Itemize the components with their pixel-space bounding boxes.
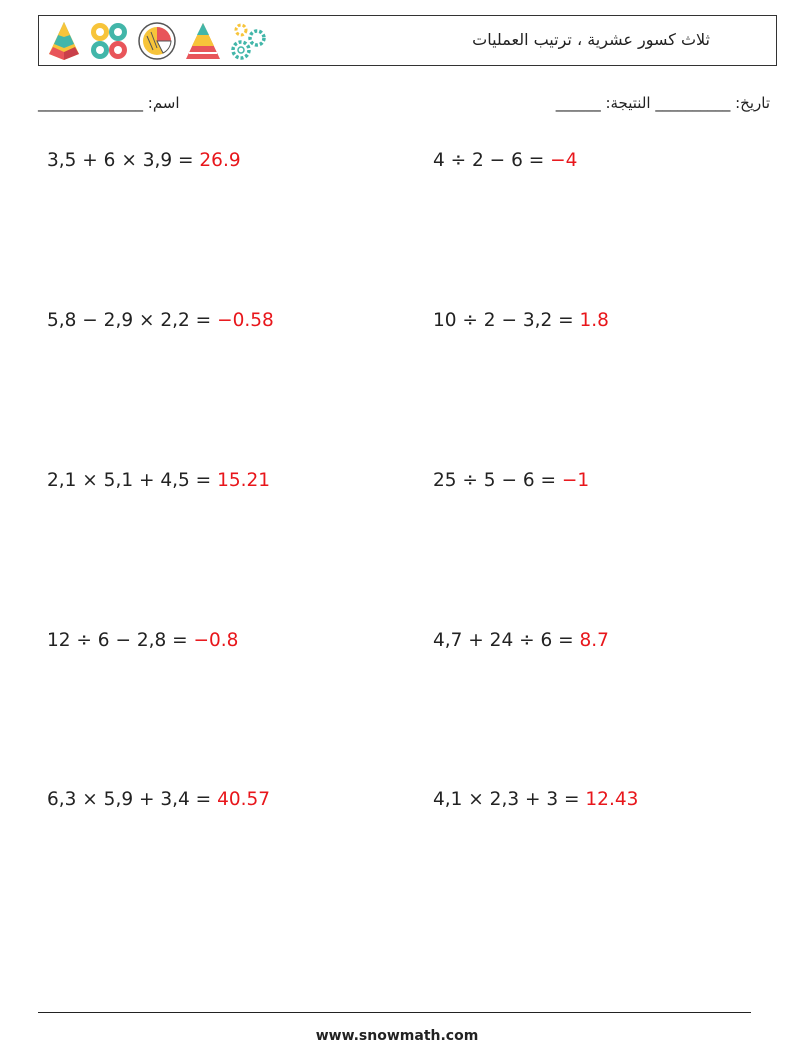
problem-9 [47,789,270,810]
problem-answer: 1.8 [579,310,609,331]
pyramid-logo-icon [45,20,83,62]
problem-5 [47,470,270,491]
gears-logo-icon [229,20,269,62]
problem-4 [433,310,609,331]
problem-answer: −0.8 [193,630,239,651]
problem-expression: 4,7 + 24 ÷ 6 = [433,630,580,651]
header-box [38,15,777,66]
problem-2 [433,150,577,171]
footer-divider [38,1012,751,1013]
problem-expression: 6,3 × 5,9 + 3,4 = [47,789,218,810]
problem-expression: 5,8 − 2,9 × 2,2 = [47,310,218,331]
problem-answer: −4 [550,150,578,171]
name-field: ______________ :اسم [38,94,180,112]
footer-url: www.snowmath.com [315,1028,479,1044]
problem-3 [47,310,274,331]
clover-numbers-logo-icon [89,20,129,62]
problem-expression: 12 ÷ 6 − 2,8 = [47,630,194,651]
problem-expression: 4,1 × 2,3 + 3 = [433,789,586,810]
worksheet-title: ثلاث كسور عشرية ، ترتيب العمليات [472,30,710,49]
problem-answer: 26.9 [199,150,241,171]
problem-expression: 25 ÷ 5 − 6 = [433,470,562,491]
problem-6 [433,470,589,491]
problem-expression: 10 ÷ 2 − 3,2 = [433,310,580,331]
problem-answer: 8.7 [579,630,609,651]
problem-expression: 4 ÷ 2 − 6 = [433,150,551,171]
problem-answer: −1 [561,470,590,491]
date-score-field: ______ :تاريخ: __________ النتيجة [555,94,770,112]
problem-answer: 15.21 [217,470,271,491]
problem-answer: −0.58 [217,310,274,331]
triangle-stack-logo-icon [183,20,223,62]
problem-8 [433,630,609,651]
problem-expression: 2,1 × 5,1 + 4,5 = [47,470,218,491]
pie-chart-logo-icon [137,20,177,62]
problem-10 [433,789,638,810]
problem-answer: 12.43 [585,789,639,810]
problem-expression: 3,5 + 6 × 3,9 = [47,150,200,171]
problem-7 [47,630,238,651]
problem-answer: 40.57 [217,789,271,810]
problem-1 [47,150,241,171]
